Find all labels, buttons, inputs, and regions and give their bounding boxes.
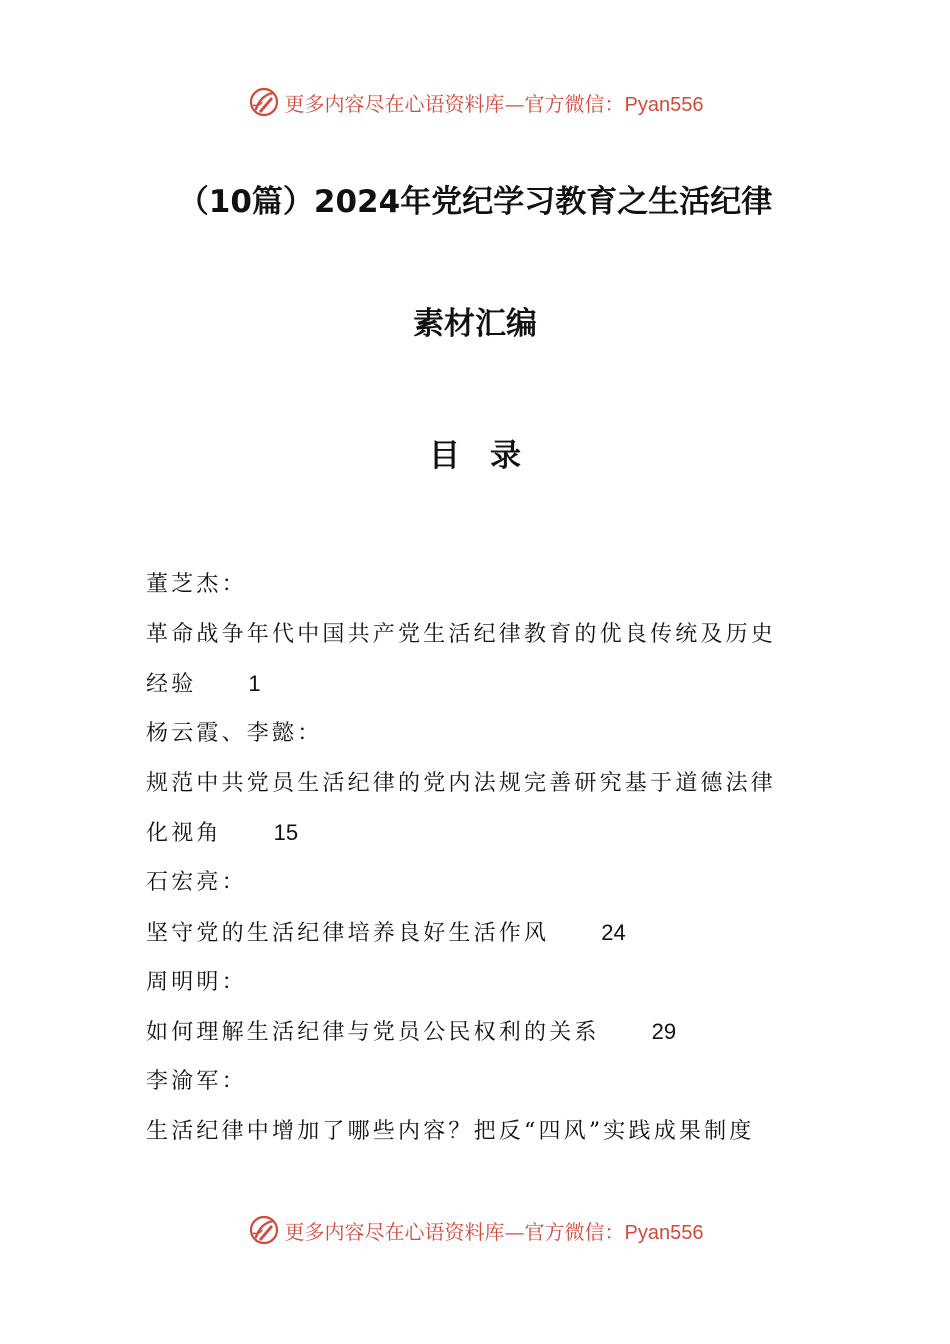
toc-page-number: 15 (273, 820, 299, 846)
toc-entry-title[interactable]: 经验 1 (146, 671, 261, 698)
toc-entry-title[interactable]: 坚守党的生活纪律培养良好生活作风 24 (146, 919, 626, 946)
footer-banner (0, 1208, 950, 1252)
toc-entry-title[interactable]: 生活纪律中增加了哪些内容？把反“四风”实践成果制度 (146, 1118, 755, 1144)
toc-entry-author[interactable]: 石宏亮： (146, 870, 247, 896)
banner-text: 更多内容尽在心语资料库—官方微信：Pyan556 (284, 91, 704, 116)
toc-heading: 目录 (429, 438, 551, 474)
wechat-id: Pyan556 (624, 1221, 704, 1244)
toc-entry-author[interactable]: 李渝军： (146, 1068, 247, 1094)
toc-page-number: 24 (601, 919, 626, 945)
toc-entry-title[interactable]: 如何理解生活纪律与党员公民权利的关系 29 (146, 1019, 677, 1046)
table-of-contents (146, 560, 806, 1156)
toc-page-number: 1 (248, 671, 261, 697)
toc-entry-author[interactable]: 周明明： (146, 969, 247, 995)
header-banner (0, 80, 950, 124)
toc-entry-author[interactable]: 董芝杰： (146, 572, 247, 597)
document-title-line-1: （10篇）2024年党纪学习教育之生活纪律 (177, 184, 773, 220)
document-title-line-2: 素材汇编 (413, 306, 537, 342)
pen-swirl-logo-icon (247, 1213, 281, 1247)
pen-swirl-logo-icon (247, 85, 281, 119)
toc-entry-title[interactable]: 化视角 15 (146, 820, 299, 847)
wechat-id: Pyan556 (624, 93, 704, 116)
toc-entry-author[interactable]: 杨云霞、李懿： (146, 721, 323, 747)
banner-text: 更多内容尽在心语资料库—官方微信：Pyan556 (284, 1219, 704, 1244)
toc-page-number: 29 (651, 1019, 677, 1045)
toc-entry-title[interactable]: 规范中共党员生活纪律的党内法规完善研究基于道德法律 (146, 770, 777, 796)
toc-entry-title[interactable]: 革命战争年代中国共产党生活纪律教育的优良传统及历史 (146, 621, 777, 647)
